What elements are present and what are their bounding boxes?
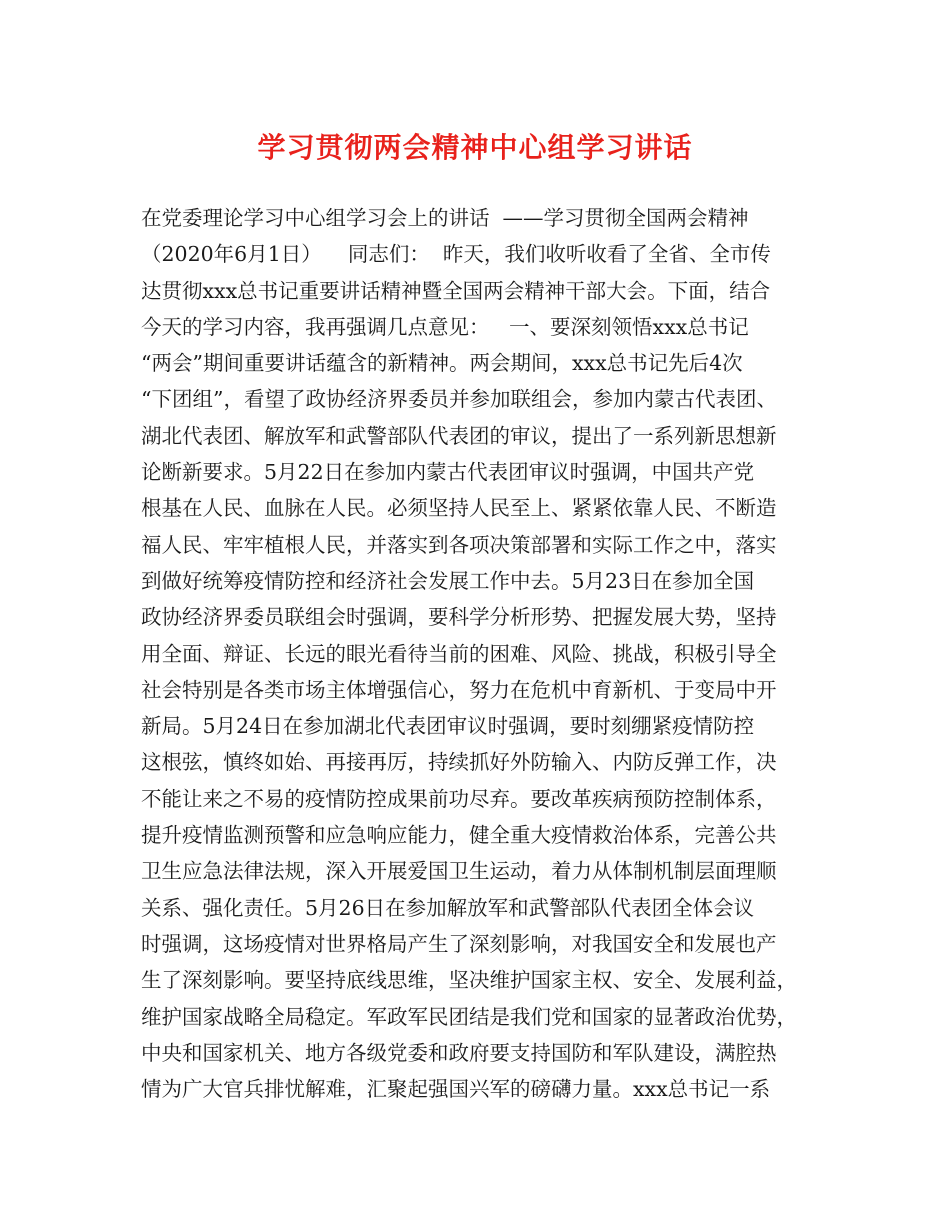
body-line: 根基在人民、血脉在人民。必须坚持人民至上、紧紧依靠人民、不断造 bbox=[141, 496, 777, 521]
body-line: “两会”期间重要讲话蕴含的新精神。两会期间，xxx总书记先后4次 bbox=[141, 351, 743, 376]
body-line: 论断新要求。5月22日在参加内蒙古代表团审议时强调，中国共产党 bbox=[141, 460, 755, 485]
body-line: 时强调，这场疫情对世界格局产生了深刻影响，对我国安全和发展也产 bbox=[141, 931, 777, 956]
body-line: 生了深刻影响。要坚持底线思维，坚决维护国家主权、安全、发展利益， bbox=[141, 968, 797, 993]
body-line: 政协经济界委员联组会时强调，要科学分析形势、把握发展大势，坚持 bbox=[141, 605, 777, 630]
body-line: “下团组”，看望了政协经济界委员并参加联组会，参加内蒙古代表团、 bbox=[141, 387, 777, 412]
body-line: 达贯彻xxx总书记重要讲话精神暨全国两会精神干部大会。下面，结合 bbox=[141, 278, 771, 303]
body-line: 社会特别是各类市场主体增强信心，努力在危机中育新机、于变局中开 bbox=[141, 677, 777, 702]
body-line: （2020年6月1日） 同志们： 昨天，我们收听收看了全省、全市传 bbox=[141, 242, 771, 267]
body-line: 在党委理论学习中心组学习会上的讲话 ——学习贯彻全国两会精神 bbox=[141, 206, 749, 230]
body-line: 关系、强化责任。5月26日在参加解放军和武警部队代表团全体会议 bbox=[141, 895, 755, 920]
body-line: 今天的学习内容，我再强调几点意见： 一、要深刻领悟xxx总书记 bbox=[141, 314, 749, 339]
body-line: 福人民、牢牢植根人民，并落实到各项决策部署和实际工作之中，落实 bbox=[141, 532, 777, 557]
body-line: 湖北代表团、解放军和武警部队代表团的审议，提出了一系列新思想新 bbox=[141, 423, 777, 448]
body-line: 维护国家战略全局稳定。军政军民团结是我们党和国家的显著政治优势， bbox=[141, 1004, 797, 1029]
body-line: 情为广大官兵排忧解难，汇聚起强国兴军的磅礴力量。xxx总书记一系 bbox=[141, 1077, 771, 1102]
body-line: 卫生应急法律法规，深入开展爱国卫生运动，着力从体制机制层面理顺 bbox=[141, 859, 777, 884]
page-title: 学习贯彻两会精神中心组学习讲话 bbox=[257, 131, 693, 164]
body-line: 不能让来之不易的疫情防控成果前功尽弃。要改革疾病预防控制体系， bbox=[141, 786, 777, 811]
body-line: 新局。5月24日在参加湖北代表团审议时强调，要时刻绷紧疫情防控 bbox=[141, 714, 755, 739]
body-line: 到做好统筹疫情防控和经济社会发展工作中去。5月23日在参加全国 bbox=[141, 568, 755, 593]
body-line: 提升疫情监测预警和应急响应能力，健全重大疫情救治体系，完善公共 bbox=[141, 823, 777, 848]
body-line: 用全面、辩证、长远的眼光看待当前的困难、风险、挑战，积极引导全 bbox=[141, 641, 777, 666]
document-body bbox=[141, 200, 831, 1107]
body-line: 这根弦，慎终如始、再接再厉，持续抓好外防输入、内防反弹工作，决 bbox=[141, 750, 777, 775]
body-line: 中央和国家机关、地方各级党委和政府要支持国防和军队建设，满腔热 bbox=[141, 1040, 777, 1065]
